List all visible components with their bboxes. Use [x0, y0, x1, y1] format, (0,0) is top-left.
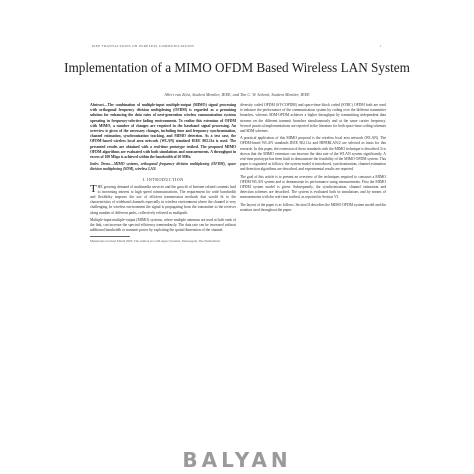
index-terms: Index Terms—MIMO systems, orthogonal frequency division multiplexing (OFDM), space division multiplexing (SDM), wireless LAN. [90, 162, 236, 172]
left-column [90, 103, 236, 244]
intro-paragraph-1-text: HE growing demand of multimedia services and the growth of Internet related contents lead to increasing interest to high speed communications. The requirement for wide bandwidth and flexibility imposes the use of efficient transmission methods that would fit to the characteristics of wideband channels especially in wireless environment where the channel is very challenging. In wireless environment the signal is propagating from the transmitter to the receiver along number of different paths, collectively referred as multipath. [90, 184, 236, 215]
running-head-journal: IEEE TRANSACTIONS ON WIRELESS COMMUNICATIONS [92, 44, 195, 48]
intro-paragraph-2: Multiple-input multiple-output (MIMO) systems, where multiple antennas are used at both ends of the link, can increase the spectral efficiency tremendously. The data rate can be increased without additional bandwidth or transmit power by exploiting the spatial dimension of the channel. [90, 217, 236, 233]
right-column [240, 103, 386, 215]
paper-title: Implementation of a MIMO OFDM Based Wireless LAN System [64, 60, 410, 75]
footnote-rule [90, 236, 130, 237]
running-head-page-number: 1 [380, 44, 382, 48]
drop-cap: T [90, 182, 97, 195]
right-paragraph-1: diversity coded OFDM (ST-COFDM) and space-time block coded (STBC) OFDM both are used to enhance the performance of the communication system by coding over the different transmitter branches, whereas SDM-OFDM achieves a higher throughput by transmitting independent data streams on the different transmit branches simultaneously and at the same carrier frequency. Several practical implementations are reported in the literature for both space-time coding schemes and SDM schemes. [240, 103, 386, 134]
watermark-logo: BALYAN [182, 448, 292, 472]
right-paragraph-3: The goal of this article is to present an overview of the techniques required to construct a MIMO OFDM WLAN system and to demonstrate its performance using measurements. First the MIMO OFDM system model is given. Subsequently, the synchronization, channel estimation and detection schemes are described. The system is evaluated both in simulations and by means of measurements with the real-time testbed, as reported in Section VI. [240, 174, 386, 200]
running-head [92, 44, 382, 48]
intro-paragraph-1 [90, 182, 236, 216]
right-paragraph-4: The layout of the paper is as follows. Section II describes the MIMO OFDM system model and the notation used throughout the paper. [240, 202, 386, 212]
paper-authors: Allert van Zelst, Student Member, IEEE, and Tim C. W. Schenk, Student Member, IEEE [164, 92, 310, 97]
right-paragraph-2: A practical application of this MIMO proposal is the wireless local area network (WLAN). The OFDM-based WLAN standards IEEE 802.11a and HIPERLAN/2 are selected as basis for this research. In this paper, the extension of these standards with the MIMO technique is described. It is shown that the MIMO extension can increase the data rate of the WLAN system significantly. A real-time prototype has been built to demonstrate the feasibility of the MIMO OFDM system. This paper is organized as follows: the system model is introduced, synchronization, channel estimation and detection algorithms are described, and experimental results are reported. [240, 136, 386, 172]
section-heading-introduction: I. INTRODUCTION [142, 176, 184, 182]
footnote: Manuscript received March 2003. The authors are with Agere Systems, Nieuwegein, The Netherlands. [90, 239, 221, 244]
abstract: Abstract—The combination of multiple-input multiple-output (MIMO) signal processing with orthogonal frequency division multiplexing (OFDM) is regarded as a promising solution for enhancing the data rates of next-generation wireless communication systems operating in frequency-selective fading environments. To realize this extension of OFDM with MIMO, a number of changes are required in the baseband signal processing. An overview is given of the necessary changes, including time and frequency synchronization, channel estimation, synchronization tracking, and MIMO detection. As a test case, the OFDM-based wireless local area network (WLAN) standard IEEE 802.11a is used. The presented results are obtained with a real-time prototype testbed. The proposed MIMO OFDM algorithms are evaluated with both simulations and measurements. A throughput in excess of 100 Mbps is achieved within the bandwidth of 20 MHz. [90, 103, 236, 160]
